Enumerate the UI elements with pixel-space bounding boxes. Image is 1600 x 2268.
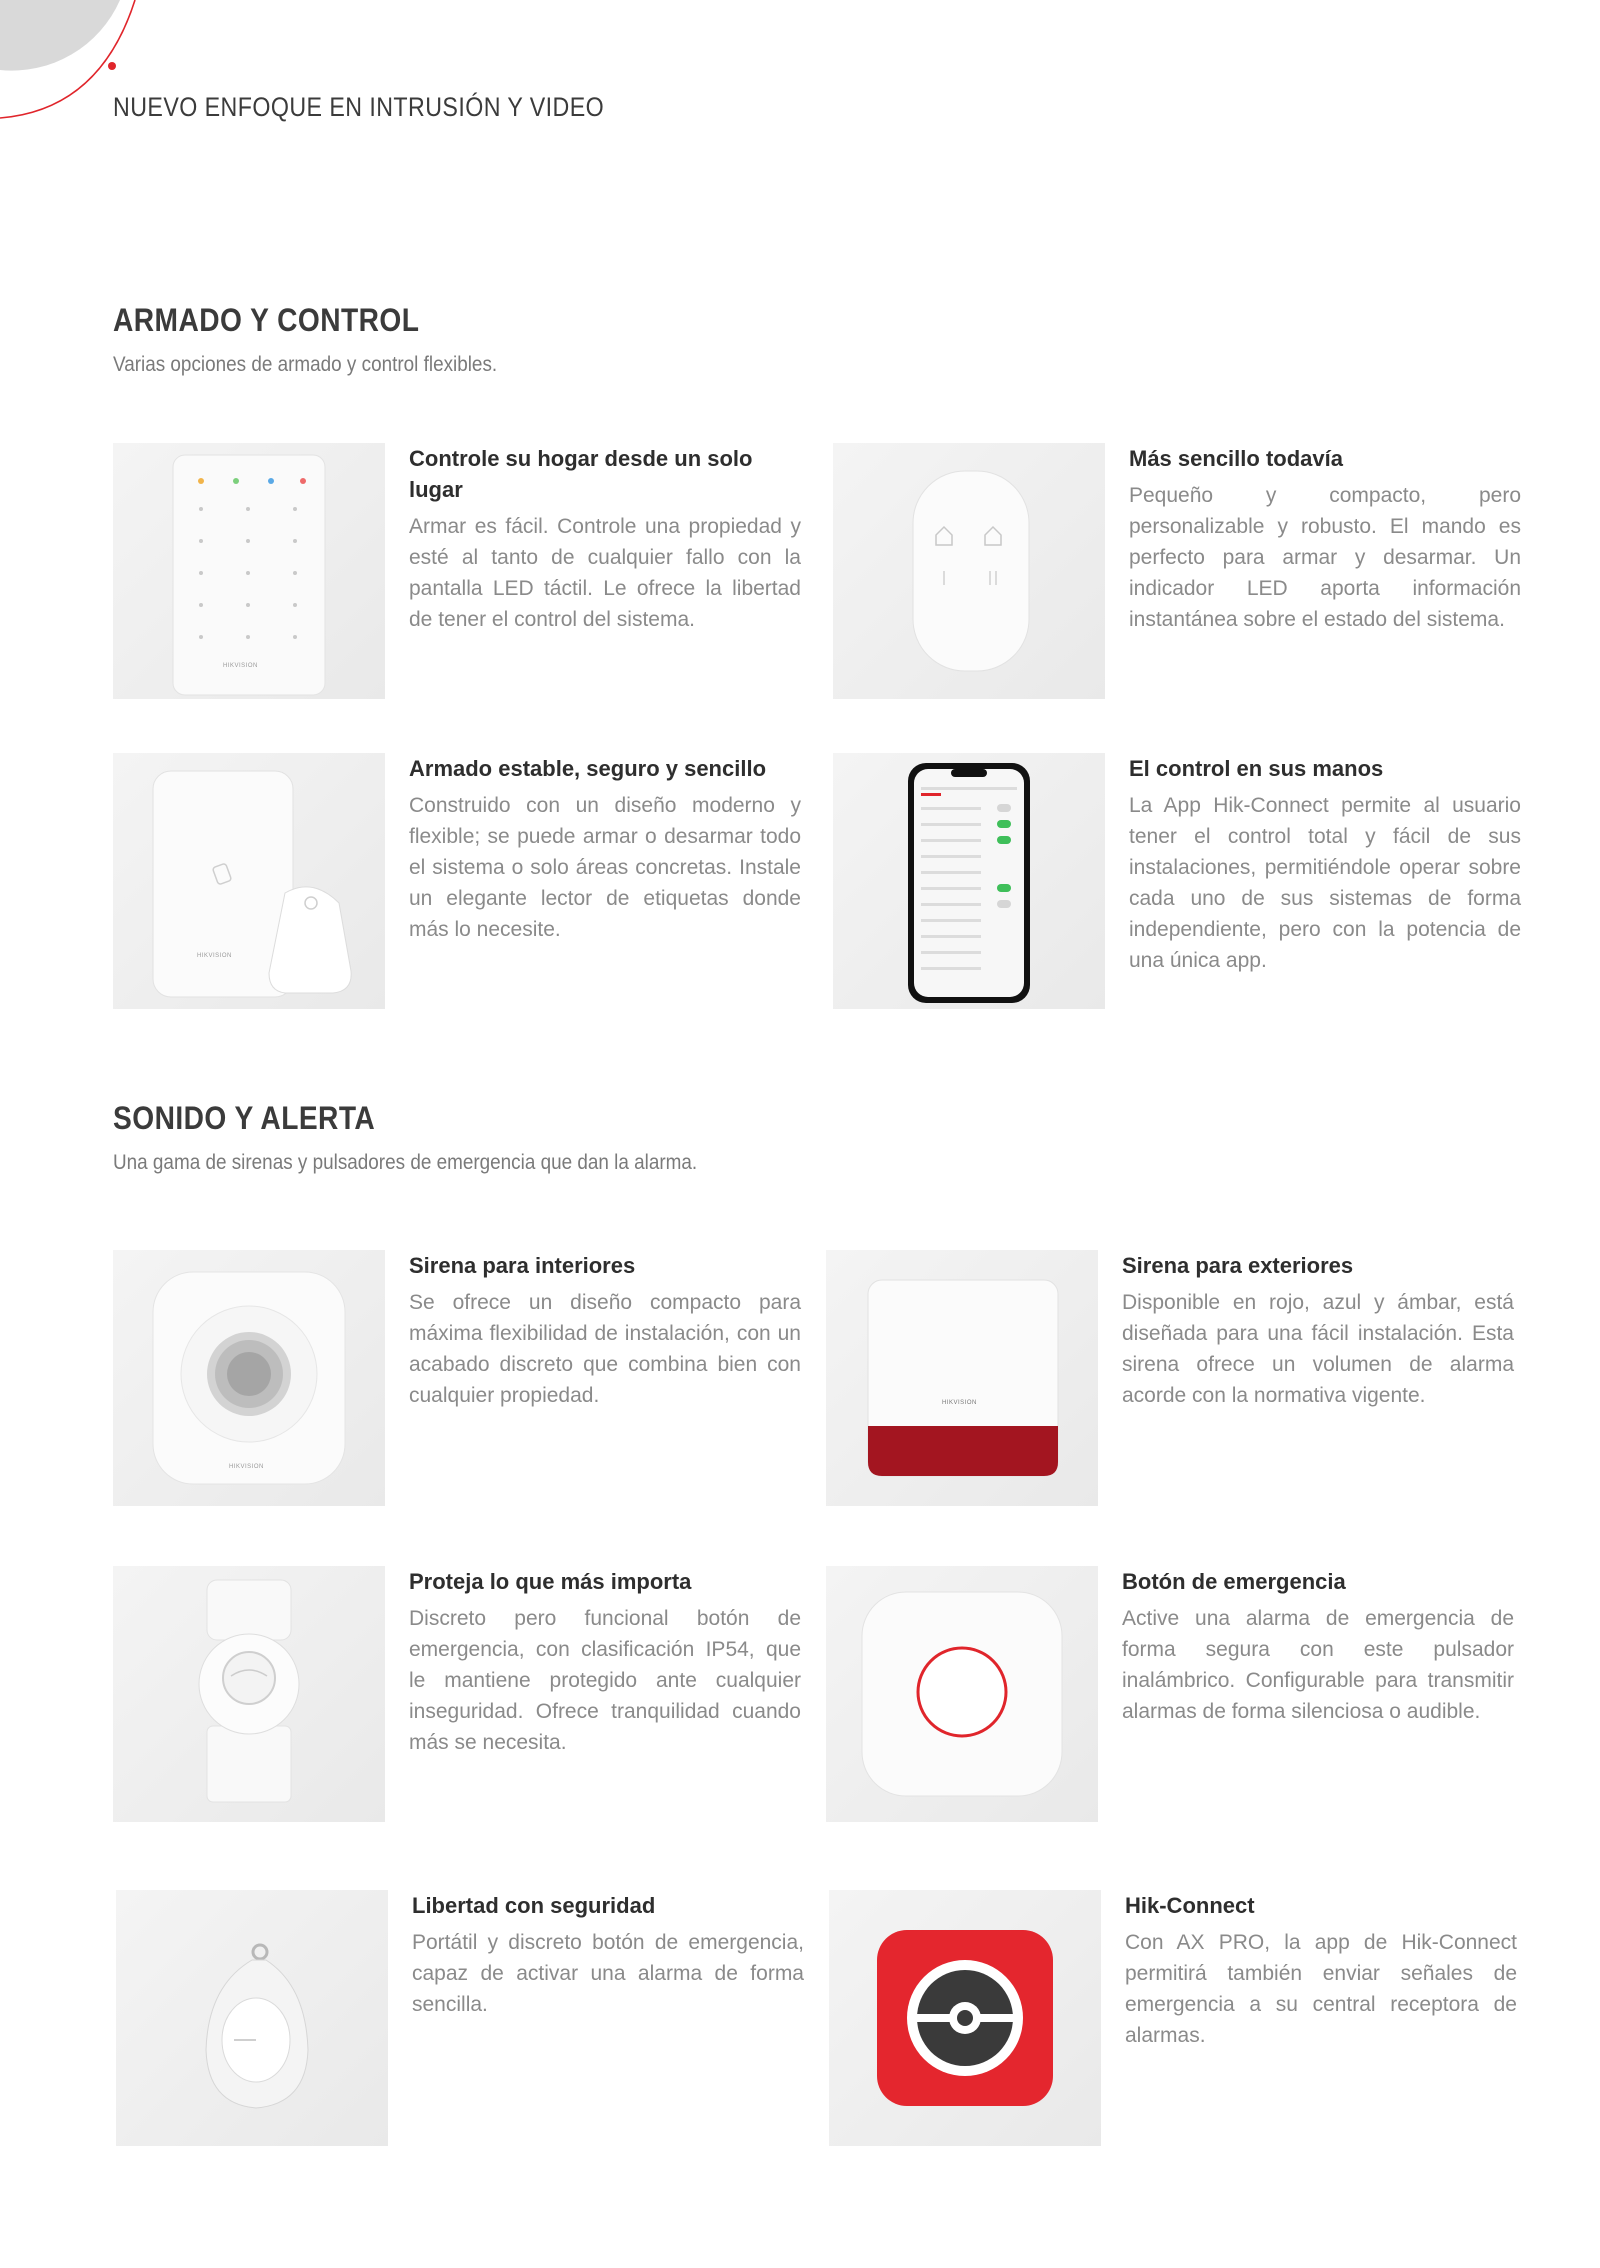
card-body: La App Hik-Connect permite al usuario tener el control total y fácil de sus instalaciones, permitiéndole operar sobre cada uno de sus sistemas de forma independiente, pero con la potencia de una única app. <box>1129 794 1521 972</box>
product-card-panic-button <box>826 1566 1526 1822</box>
product-card-wrist-button <box>113 1566 813 1822</box>
product-card-keypad <box>113 443 813 699</box>
card-title: Más sencillo todavía <box>1129 446 1343 471</box>
card-body: Construido con un diseño moderno y flexible; se puede armar o desarmar todo el sistema o solo áreas concretas. Instale un elegante lector de etiquetas donde más lo necesite. <box>409 794 801 941</box>
card-body: Portátil y discreto botón de emergencia, capaz de activar una alarma de forma sencilla. <box>412 1931 804 2016</box>
product-card-phone-app <box>833 753 1533 1009</box>
outdoor-siren-image <box>826 1250 1098 1506</box>
wrist-button-image <box>113 1566 385 1822</box>
section-sonido-alerta <box>113 1100 1533 1175</box>
tag-reader-image <box>113 753 385 1009</box>
card-title: El control en sus manos <box>1129 756 1384 781</box>
section-title: ARMADO Y CONTROL <box>113 302 420 338</box>
card-body: Con AX PRO, la app de Hik-Connect permitirá también enviar señales de emergencia a su central receptora de alarmas. <box>1125 1931 1517 2047</box>
card-title: Sirena para exteriores <box>1122 1253 1354 1278</box>
hikvision-logo: HIKVISION <box>229 1464 264 1470</box>
page-header-title: NUEVO ENFOQUE EN INTRUSIÓN Y VIDEO <box>113 92 605 122</box>
card-body: Disponible en rojo, azul y ámbar, está diseñada para una fácil instalación. Esta sirena ofrece un volumen de alarma acorde con la normativa vigente. <box>1122 1291 1514 1407</box>
section-subtitle: Una gama de sirenas y pulsadores de emergencia que dan la alarma. <box>113 1151 698 1174</box>
section-armado-control <box>113 302 1533 377</box>
card-body: Active una alarma de emergencia de forma segura con este pulsador inalámbrico. Configurable para transmitir alarmas de forma silenciosa o audible. <box>1122 1607 1514 1723</box>
card-title: Hik-Connect <box>1125 1893 1255 1918</box>
keypad-image <box>113 443 385 699</box>
section-subtitle: Varias opciones de armado y control flexibles. <box>113 353 498 376</box>
product-card-indoor-siren <box>113 1250 813 1506</box>
product-card-keyfob <box>833 443 1533 699</box>
hikvision-logo: HIKVISION <box>942 1400 977 1406</box>
pendant-button-image <box>116 1890 388 2146</box>
section-title: SONIDO Y ALERTA <box>113 1100 376 1136</box>
card-body: Armar es fácil. Controle una propiedad y esté al tanto de cualquier fallo con la pantalla LED táctil. Le ofrece la libertad de tener el control del sistema. <box>409 515 801 631</box>
card-body: Discreto pero funcional botón de emergencia, con clasificación IP54, que le mantiene protegido ante cualquier inseguridad. Ofrece tranquilidad cuando más se necesita. <box>409 1607 801 1754</box>
card-body: Se ofrece un diseño compacto para máxima flexibilidad de instalación, con un acabado discreto que combina bien con cualquier propiedad. <box>409 1291 801 1407</box>
keyfob-image <box>833 443 1105 699</box>
card-title: Sirena para interiores <box>409 1253 636 1278</box>
product-card-pendant-button <box>116 1890 816 2146</box>
hikvision-logo: HIKVISION <box>197 953 232 959</box>
card-title: Botón de emergencia <box>1122 1569 1346 1594</box>
card-title: Controle su hogar desde un solo lugar <box>409 446 753 502</box>
hikvision-logo: HIKVISION <box>223 663 258 669</box>
card-title: Armado estable, seguro y sencillo <box>409 756 767 781</box>
card-title: Proteja lo que más importa <box>409 1569 692 1594</box>
product-card-outdoor-siren <box>826 1250 1526 1506</box>
card-body: Pequeño y compacto, pero personalizable y robusto. El mando es perfecto para armar y desarmar. Un indicador LED aporta información instantánea sobre el estado del sistema. <box>1129 484 1521 631</box>
product-card-hik-connect <box>829 1890 1529 2146</box>
product-card-tag-reader <box>113 753 813 1009</box>
hik-connect-app-icon <box>829 1890 1101 2146</box>
card-title: Libertad con seguridad <box>412 1893 656 1918</box>
panic-button-image <box>826 1566 1098 1822</box>
indoor-siren-image <box>113 1250 385 1506</box>
phone-app-image <box>833 753 1105 1009</box>
